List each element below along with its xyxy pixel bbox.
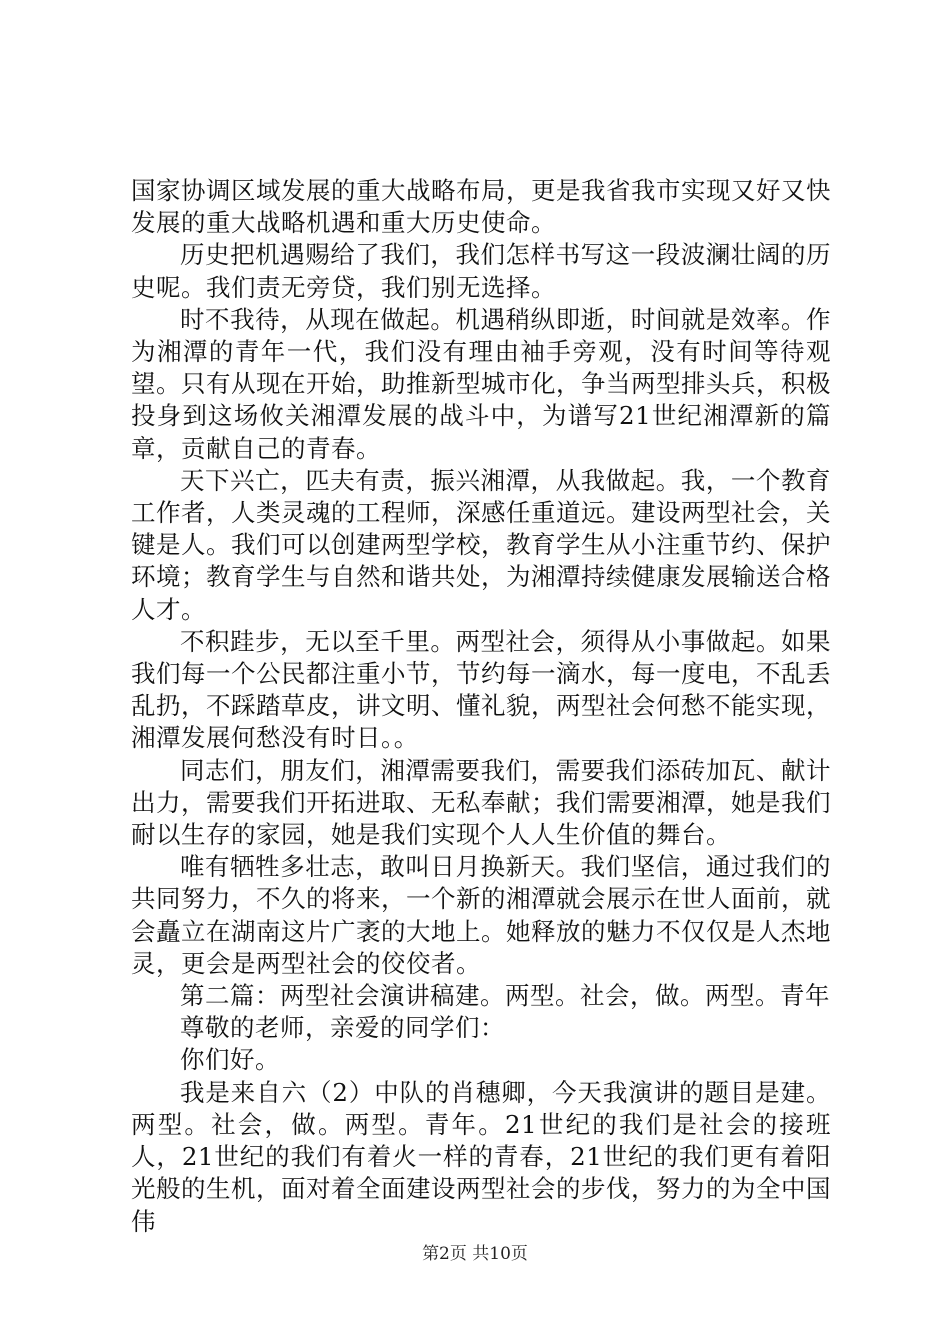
salutation: 尊敬的老师，亲爱的同学们： [180,1013,505,1043]
paragraph-7: 唯有牺牲多壮志，敢叫日月换新天。我们坚信，通过我们的共同努力，不久的将来，一个新的湘潭就会展示在世人面前，就会矗立在湖南这片广袤的大地上。她释放的魅力不仅仅是人杰地灵，更会是两型社会的佼佼者。 [131,852,831,978]
paragraph-6: 同志们，朋友们，湘潭需要我们，需要我们添砖加瓦、献计出力，需要我们开拓进取、无私奉献；我们需要湘潭，她是我们耐以生存的家园，她是我们实现个人人生价值的舞台。 [131,755,831,850]
paragraph-2: 历史把机遇赐给了我们，我们怎样书写这一段波澜壮阔的历史呢。我们责无旁贷，我们别无选择。 [131,240,831,302]
paragraph-1: 国家协调区域发展的重大战略布局，更是我省我市实现又好又快发展的重大战略机遇和重大历史使命。 [131,176,831,238]
paragraph-5: 不积跬步，无以至千里。两型社会，须得从小事做起。如果我们每一个公民都注重小节，节约每一滴水，每一度电，不乱丢乱扔，不踩踏草皮，讲文明、懂礼貌，两型社会何愁不能实现，湘潭发展何愁没有时日。。 [131,626,831,753]
page-indicator: 第2页 共10页 [422,1244,528,1264]
paragraph-11: 我是来自六（2）中队的肖穗卿，今天我演讲的题目是建。两型。社会，做。两型。青年。21世纪的我们是社会的接班人，21世纪的我们有着火一样的青春，21世纪的我们更有着阳光般的生机，面对着全面建设两型社会的步伐，努力的为全中国伟 [131,1077,831,1236]
document-body [131,175,831,1238]
paragraph-4: 天下兴亡，匹夫有责，振兴湘潭，从我做起。我，一个教育工作者，人类灵魂的工程师，深感任重道远。建设两型社会，关键是人。我们可以创建两型学校，教育学生从小注重节约、保护环境；教育学生与自然和谐共处，为湘潭持续健康发展输送合格人才。 [131,465,831,624]
greeting: 你们好。 [180,1045,280,1075]
paragraph-3: 时不我待，从现在做起。机遇稍纵即逝，时间就是效率。作为湘潭的青年一代，我们没有理由袖手旁观，没有时间等待观望。只有从现在开始，助推新型城市化，争当两型排头兵，积极投身到这场攸关湘潭发展的战斗中，为谱写21世纪湘潭新的篇章，贡献自己的青春。 [131,304,831,463]
section-heading: 第二篇：两型社会演讲稿建。两型。社会，做。两型。青年 [180,981,830,1011]
